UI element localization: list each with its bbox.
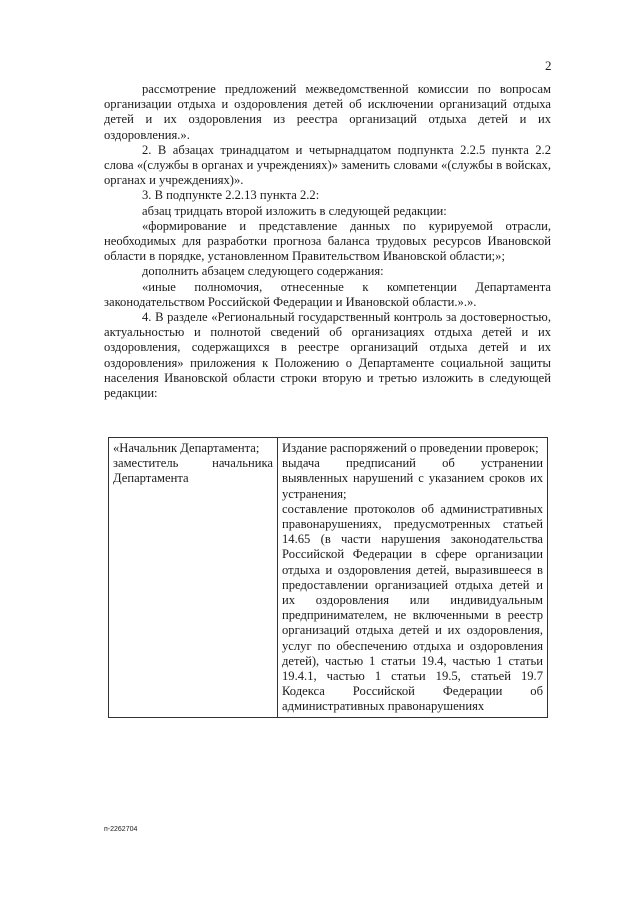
paragraph: «формирование и представление данных по курируемой отрасли, необходимых для разработки прогноза баланса трудовых ресурсов Ивановской области в порядке, установленном Правительством Ивановской области;»; — [104, 218, 551, 264]
paragraph: рассмотрение предложений межведомственной комиссии по вопросам организации отдыха и оздоровления детей об исключении организаций отдыха детей и их оздоровления из реестра организаций отдыха детей и их оздоровления.». — [104, 82, 551, 142]
page-number: 2 — [545, 58, 552, 73]
table-left-line: «Начальник Департамента; — [113, 441, 260, 455]
document-code: п-2262704 — [104, 826, 138, 833]
paragraph: 4. В разделе «Региональный государственный контроль за достоверностью, актуальностью и полнотой сведений об организациях отдыха детей и их оздоровления, содержащихся в реестре организаций отдыха детей и их оздоровления» приложения к Положению о Департаменте социальной защиты населения Ивановской области строки вторую и третью изложить в следующей редакции: — [104, 310, 551, 401]
document-body — [104, 82, 551, 401]
powers-cell — [278, 438, 548, 718]
table-right-item: выдача предписаний об устранении выявленных нарушений с указанием сроков их устранения; — [282, 456, 543, 501]
paragraph: абзац тридцать второй изложить в следующей редакции: — [142, 203, 447, 218]
amendment-table — [108, 437, 548, 718]
paragraph: дополнить абзацем следующего содержания: — [142, 264, 384, 279]
paragraph: 2. В абзацах тринадцатом и четырнадцатом подпункта 2.2.5 пункта 2.2 слова «(службы в органах и учреждениях)» заменить словами «(службы в войсках, органах и учреждениях)». — [104, 142, 551, 188]
responsible-officials-cell — [109, 438, 278, 718]
paragraph: «иные полномочия, отнесенные к компетенции Департамента законодательством Российской Федерации и Ивановской области.».». — [104, 279, 551, 309]
table-left-line: заместитель начальника — [113, 456, 273, 471]
table-right-item: Издание распоряжений о проведении проверок; — [282, 441, 539, 455]
table-right-item: составление протоколов об административных правонарушениях, предусмотренных статьей 14.65 (в части нарушения законодательства Российской Федерации в сфере организации отдыха и оздоровления детей, выразившееся в предоставлении организацией отдыха детей и их оздоровления или индивидуальным предпринимателем, не включенными в реестр организаций отдыха детей и их оздоровления, услуг по обеспечению отдыха и оздоровления детей), частью 1 статьи 19.4, частью 1 статьи 19.4.1, частью 1 статьи 19.5, статьей 19.7 Кодекса Российской Федерации об административных правонарушениях — [282, 501, 543, 714]
table-row — [109, 438, 548, 718]
table-left-line: Департамента — [113, 471, 189, 486]
paragraph: 3. В подпункте 2.2.13 пункта 2.2: — [142, 188, 320, 203]
